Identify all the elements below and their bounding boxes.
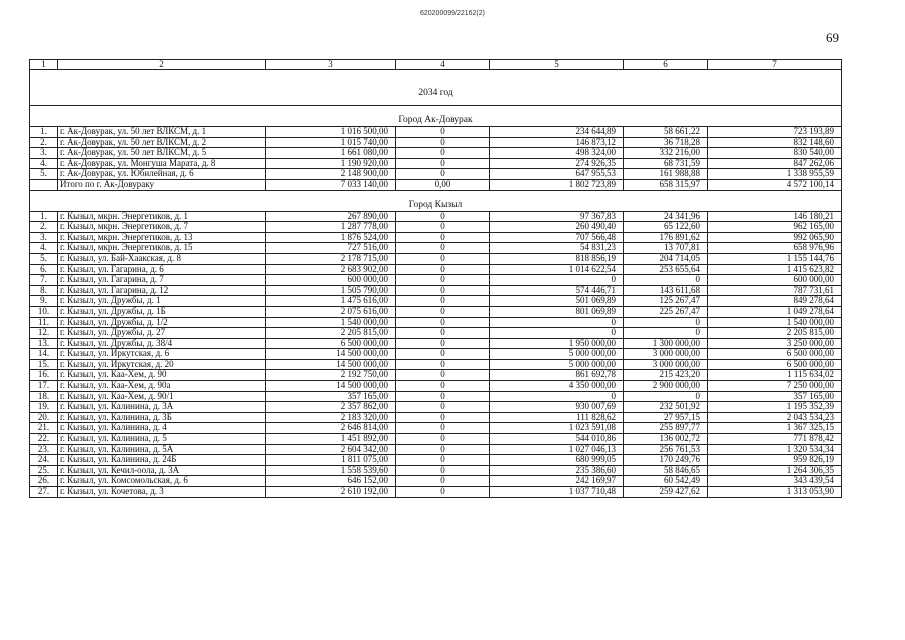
owner-share-cell: 962 165,00: [708, 222, 842, 233]
table-row: [30, 487, 842, 498]
col-header: 3: [266, 60, 396, 70]
fund-share-cell: 0: [396, 370, 490, 381]
fund-share-cell: 0: [396, 349, 490, 360]
row-number-cell: 1.: [30, 211, 58, 222]
owner-share-cell: 7 250 000,00: [708, 381, 842, 392]
budget-share-cell: 274 926,35: [490, 158, 624, 169]
address-cell: г. Кызыл, ул. Калинина, д. 4: [58, 423, 266, 434]
row-number-cell: 11.: [30, 317, 58, 328]
owner-share-cell: 2 043 534,23: [708, 412, 842, 423]
fund-share-cell: 0: [396, 148, 490, 159]
row-number-cell: 27.: [30, 487, 58, 498]
table-row: [30, 476, 842, 487]
total-cost-cell: 2 178 715,00: [266, 253, 396, 264]
owner-share-cell: 6 500 000,00: [708, 349, 842, 360]
row-number-cell: 20.: [30, 412, 58, 423]
local-share-cell: 259 427,62: [624, 487, 708, 498]
table-row: [30, 391, 842, 402]
budget-share-cell: 1 027 046,13: [490, 444, 624, 455]
budget-share-cell: 861 692,78: [490, 370, 624, 381]
row-number-cell: 24.: [30, 455, 58, 466]
total-cost-cell: 1 558 539,60: [266, 465, 396, 476]
row-number-cell: 22.: [30, 434, 58, 445]
total-cost-cell: 1 876 524,00: [266, 232, 396, 243]
local-share-cell: 225 267,47: [624, 306, 708, 317]
address-cell: г. Кызыл, мкрн. Энергетиков, д. 1: [58, 211, 266, 222]
local-share-cell: 65 122,60: [624, 222, 708, 233]
owner-share-cell: 1 367 325,15: [708, 423, 842, 434]
year-row: [30, 70, 842, 106]
local-share-cell: 0: [624, 317, 708, 328]
total-cost-cell: 1 505 790,00: [266, 285, 396, 296]
owner-share-cell: 1 264 306,35: [708, 465, 842, 476]
budget-share-cell: 647 955,53: [490, 169, 624, 180]
col-header: 5: [490, 60, 624, 70]
fund-share-cell: 0: [396, 455, 490, 466]
row-number-cell: 13.: [30, 338, 58, 349]
total-cost-cell: 1 016 500,00: [266, 127, 396, 138]
owner-share-cell: 723 193,89: [708, 127, 842, 138]
row-number-cell: 23.: [30, 444, 58, 455]
col-header: 1: [30, 60, 58, 70]
table-row: [30, 211, 842, 222]
city-row: [30, 190, 842, 211]
budget-share-cell: 498 324,00: [490, 148, 624, 159]
total-cost-cell: 1 540 000,00: [266, 317, 396, 328]
total-cost-cell: 600 000,00: [266, 275, 396, 286]
budget-share-cell: 5 000 000,00: [490, 359, 624, 370]
fund-share-cell: 0: [396, 338, 490, 349]
row-number-cell: 5.: [30, 253, 58, 264]
address-cell: г. Ак-Довурак, ул. Юбилейная, д. 6: [58, 169, 266, 180]
row-number-cell: 3.: [30, 148, 58, 159]
table-row: [30, 306, 842, 317]
local-share-cell: 170 249,76: [624, 455, 708, 466]
table-row: [30, 444, 842, 455]
address-cell: г. Кызыл, ул. Гагарина, д. 12: [58, 285, 266, 296]
row-number-cell: 6.: [30, 264, 58, 275]
local-share-cell: 1 300 000,00: [624, 338, 708, 349]
table-row: [30, 423, 842, 434]
table-row: [30, 381, 842, 392]
local-share-cell: 0: [624, 391, 708, 402]
table-row: [30, 243, 842, 254]
address-cell: г. Кызыл, ул. Калинина, д. 5А: [58, 444, 266, 455]
fund-share-cell: 0: [396, 306, 490, 317]
row-number-cell: 7.: [30, 275, 58, 286]
budget-share-cell: 0: [490, 275, 624, 286]
row-number-cell: 15.: [30, 359, 58, 370]
local-share-cell: 332 216,00: [624, 148, 708, 159]
local-share-cell: 27 957,15: [624, 412, 708, 423]
owner-share-cell: 1 313 053,90: [708, 487, 842, 498]
local-share-cell: 24 341,96: [624, 211, 708, 222]
total-cost-cell: 727 516,00: [266, 243, 396, 254]
row-number-cell: 4.: [30, 158, 58, 169]
total-row: [30, 179, 842, 190]
local-share-cell: 161 988,88: [624, 169, 708, 180]
address-cell: г. Кызыл, ул. Каа-Хем, д. 90/1: [58, 391, 266, 402]
city-row: [30, 106, 842, 127]
local-share-cell: 232 501,92: [624, 402, 708, 413]
local-share-cell: 215 423,20: [624, 370, 708, 381]
total-cell: 1 802 723,89: [490, 179, 624, 190]
total-cost-cell: 2 192 750,00: [266, 370, 396, 381]
budget-share-cell: 544 010,86: [490, 434, 624, 445]
owner-share-cell: 1 540 000,00: [708, 317, 842, 328]
fund-share-cell: 0: [396, 127, 490, 138]
owner-share-cell: 3 250 000,00: [708, 338, 842, 349]
budget-share-cell: 54 831,23: [490, 243, 624, 254]
local-share-cell: 143 611,68: [624, 285, 708, 296]
total-cell: 658 315,97: [624, 179, 708, 190]
row-number-cell: 21.: [30, 423, 58, 434]
budget-share-cell: 818 856,19: [490, 253, 624, 264]
column-number-row: [30, 60, 842, 70]
owner-share-cell: 959 826,19: [708, 455, 842, 466]
owner-share-cell: 847 262,06: [708, 158, 842, 169]
fund-share-cell: 0: [396, 487, 490, 498]
fund-share-cell: 0: [396, 317, 490, 328]
table-row: [30, 402, 842, 413]
budget-share-cell: 1 037 710,48: [490, 487, 624, 498]
owner-share-cell: 830 540,00: [708, 148, 842, 159]
fund-share-cell: 0: [396, 434, 490, 445]
address-cell: г. Кызыл, ул. Комсомольская, д. 6: [58, 476, 266, 487]
local-share-cell: 125 267,47: [624, 296, 708, 307]
address-cell: г. Кызыл, ул. Дружбы, д. 27: [58, 328, 266, 339]
fund-share-cell: 0: [396, 465, 490, 476]
owner-share-cell: 343 439,54: [708, 476, 842, 487]
owner-share-cell: 849 278,64: [708, 296, 842, 307]
local-share-cell: 176 891,62: [624, 232, 708, 243]
row-number-cell: 3.: [30, 232, 58, 243]
table-row: [30, 317, 842, 328]
local-share-cell: 255 897,77: [624, 423, 708, 434]
address-cell: г. Кызыл, ул. Кочетова, д. 3: [58, 487, 266, 498]
total-cost-cell: 2 075 616,00: [266, 306, 396, 317]
owner-share-cell: 787 731,61: [708, 285, 842, 296]
address-cell: г. Кызыл, ул. Гагарина, д. 6: [58, 264, 266, 275]
row-number-cell: 4.: [30, 243, 58, 254]
owner-share-cell: 771 878,42: [708, 434, 842, 445]
table-row: [30, 253, 842, 264]
total-cost-cell: 1 015 740,00: [266, 137, 396, 148]
row-number-cell: 12.: [30, 328, 58, 339]
budget-share-cell: 111 828,62: [490, 412, 624, 423]
local-share-cell: 36 718,28: [624, 137, 708, 148]
local-share-cell: 204 714,05: [624, 253, 708, 264]
address-cell: г. Кызыл, ул. Иркутская, д. 20: [58, 359, 266, 370]
owner-share-cell: 1 115 634,02: [708, 370, 842, 381]
table-row: [30, 370, 842, 381]
local-share-cell: 256 761,53: [624, 444, 708, 455]
fund-share-cell: 0: [396, 476, 490, 487]
total-cost-cell: 1 811 075,00: [266, 455, 396, 466]
owner-share-cell: 1 049 278,64: [708, 306, 842, 317]
table-row: [30, 412, 842, 423]
row-number-cell: 25.: [30, 465, 58, 476]
owner-share-cell: 146 180,21: [708, 211, 842, 222]
data-table: [29, 59, 842, 498]
address-cell: г. Кызыл, ул. Калинина, д. 3А: [58, 402, 266, 413]
city-title: Город Ак-Довурак: [30, 106, 842, 127]
total-cost-cell: 2 183 320,00: [266, 412, 396, 423]
budget-share-cell: 574 446,71: [490, 285, 624, 296]
local-share-cell: 60 542,49: [624, 476, 708, 487]
total-cost-cell: 2 646 814,00: [266, 423, 396, 434]
owner-share-cell: 992 065,90: [708, 232, 842, 243]
address-cell: г. Кызыл, ул. Дружбы, д. 38/4: [58, 338, 266, 349]
fund-share-cell: 0: [396, 328, 490, 339]
fund-share-cell: 0: [396, 243, 490, 254]
table-row: [30, 465, 842, 476]
local-share-cell: 68 731,59: [624, 158, 708, 169]
address-cell: г. Ак-Довурак, ул. 50 лет ВЛКСМ, д. 1: [58, 127, 266, 138]
table-row: [30, 222, 842, 233]
table-row: [30, 455, 842, 466]
address-cell: г. Кызыл, ул. Дружбы, д. 1Б: [58, 306, 266, 317]
fund-share-cell: 0: [396, 158, 490, 169]
total-cost-cell: 2 604 342,00: [266, 444, 396, 455]
address-cell: г. Кызыл, ул. Дружбы, д. 1/2: [58, 317, 266, 328]
budget-share-cell: 0: [490, 391, 624, 402]
total-cost-cell: 1 451 892,00: [266, 434, 396, 445]
col-header: 7: [708, 60, 842, 70]
document-id: 620200099/22162(2): [419, 10, 485, 17]
address-cell: г. Кызыл, ул. Калинина, д. 5: [58, 434, 266, 445]
address-cell: г. Ак-Довурак, ул. 50 лет ВЛКСМ, д. 5: [58, 148, 266, 159]
total-cost-cell: 1 661 080,00: [266, 148, 396, 159]
address-cell: г. Кызыл, ул. Каа-Хем, д. 90а: [58, 381, 266, 392]
budget-share-cell: 97 367,83: [490, 211, 624, 222]
fund-share-cell: 0: [396, 381, 490, 392]
row-number-cell: 26.: [30, 476, 58, 487]
budget-share-cell: 1 023 591,08: [490, 423, 624, 434]
budget-share-cell: 260 490,40: [490, 222, 624, 233]
total-cell: 0,00: [396, 179, 490, 190]
address-cell: г. Кызыл, мкрн. Энергетиков, д. 13: [58, 232, 266, 243]
address-cell: г. Кызыл, ул. Бай-Хаакская, д. 8: [58, 253, 266, 264]
budget-share-cell: 4 350 000,00: [490, 381, 624, 392]
table-row: [30, 328, 842, 339]
total-cell: 4 572 100,14: [708, 179, 842, 190]
table-row: [30, 137, 842, 148]
owner-share-cell: 1 195 352,39: [708, 402, 842, 413]
fund-share-cell: 0: [396, 211, 490, 222]
table-row: [30, 338, 842, 349]
table-row: [30, 264, 842, 275]
fund-share-cell: 0: [396, 296, 490, 307]
address-cell: г. Кызыл, мкрн. Энергетиков, д. 7: [58, 222, 266, 233]
budget-share-cell: 680 999,05: [490, 455, 624, 466]
total-cost-cell: 646 152,00: [266, 476, 396, 487]
owner-share-cell: 600 000,00: [708, 275, 842, 286]
local-share-cell: 3 000 000,00: [624, 349, 708, 360]
total-cost-cell: 2 610 192,00: [266, 487, 396, 498]
fund-share-cell: 0: [396, 169, 490, 180]
fund-share-cell: 0: [396, 412, 490, 423]
local-share-cell: 58 661,22: [624, 127, 708, 138]
fund-share-cell: 0: [396, 222, 490, 233]
total-cost-cell: 2 148 900,00: [266, 169, 396, 180]
table-row: [30, 359, 842, 370]
total-cost-cell: 2 205 815,00: [266, 328, 396, 339]
table-row: [30, 158, 842, 169]
table-row: [30, 285, 842, 296]
total-cost-cell: 1 475 616,00: [266, 296, 396, 307]
total-cost-cell: 1 190 920,00: [266, 158, 396, 169]
fund-share-cell: 0: [396, 275, 490, 286]
col-header: 4: [396, 60, 490, 70]
total-cost-cell: 14 500 000,00: [266, 359, 396, 370]
budget-share-cell: 0: [490, 328, 624, 339]
local-share-cell: 3 000 000,00: [624, 359, 708, 370]
row-number-cell: 14.: [30, 349, 58, 360]
row-number-cell: 16.: [30, 370, 58, 381]
total-cost-cell: 2 357 862,00: [266, 402, 396, 413]
fund-share-cell: 0: [396, 137, 490, 148]
table-body: [30, 60, 842, 498]
owner-share-cell: 658 976,96: [708, 243, 842, 254]
local-share-cell: 2 900 000,00: [624, 381, 708, 392]
budget-share-cell: 501 069,89: [490, 296, 624, 307]
owner-share-cell: 1 415 623,82: [708, 264, 842, 275]
owner-share-cell: 1 320 534,34: [708, 444, 842, 455]
fund-share-cell: 0: [396, 359, 490, 370]
empty-cell: [30, 179, 58, 190]
col-header: 2: [58, 60, 266, 70]
budget-share-cell: 1 014 622,54: [490, 264, 624, 275]
row-number-cell: 17.: [30, 381, 58, 392]
address-cell: г. Кызыл, ул. Иркутская, д. 6: [58, 349, 266, 360]
total-cell: 7 033 140,00: [266, 179, 396, 190]
budget-share-cell: 930 007,69: [490, 402, 624, 413]
total-cost-cell: 14 500 000,00: [266, 381, 396, 392]
row-number-cell: 8.: [30, 285, 58, 296]
budget-share-cell: 242 169,97: [490, 476, 624, 487]
local-share-cell: 58 846,65: [624, 465, 708, 476]
table-row: [30, 148, 842, 159]
page-number: 69: [826, 30, 839, 45]
table-row: [30, 349, 842, 360]
total-cost-cell: 14 500 000,00: [266, 349, 396, 360]
table-row: [30, 232, 842, 243]
local-share-cell: 136 002,72: [624, 434, 708, 445]
fund-share-cell: 0: [396, 423, 490, 434]
budget-share-cell: 5 000 000,00: [490, 349, 624, 360]
total-cost-cell: 6 500 000,00: [266, 338, 396, 349]
total-cost-cell: 1 287 778,00: [266, 222, 396, 233]
fund-share-cell: 0: [396, 444, 490, 455]
local-share-cell: 13 707,81: [624, 243, 708, 254]
table-row: [30, 275, 842, 286]
row-number-cell: 5.: [30, 169, 58, 180]
table-row: [30, 296, 842, 307]
fund-share-cell: 0: [396, 391, 490, 402]
budget-share-cell: 707 566,48: [490, 232, 624, 243]
total-cost-cell: 267 890,00: [266, 211, 396, 222]
row-number-cell: 1.: [30, 127, 58, 138]
address-cell: г. Ак-Довурак, ул. 50 лет ВЛКСМ, д. 2: [58, 137, 266, 148]
total-cell: Итого по г. Ак-Довураку: [58, 179, 266, 190]
row-number-cell: 10.: [30, 306, 58, 317]
address-cell: г. Кызыл, ул. Гагарина, д. 7: [58, 275, 266, 286]
row-number-cell: 19.: [30, 402, 58, 413]
owner-share-cell: 6 500 000,00: [708, 359, 842, 370]
owner-share-cell: 1 338 955,59: [708, 169, 842, 180]
budget-share-cell: 1 950 000,00: [490, 338, 624, 349]
total-cost-cell: 2 683 902,00: [266, 264, 396, 275]
address-cell: г. Кызыл, ул. Калинина, д. 24Б: [58, 455, 266, 466]
fund-share-cell: 0: [396, 285, 490, 296]
table-row: [30, 127, 842, 138]
local-share-cell: 253 655,64: [624, 264, 708, 275]
budget-share-cell: 801 069,89: [490, 306, 624, 317]
row-number-cell: 2.: [30, 222, 58, 233]
budget-share-cell: 0: [490, 317, 624, 328]
city-title: Город Кызыл: [30, 190, 842, 211]
row-number-cell: 18.: [30, 391, 58, 402]
local-share-cell: 0: [624, 275, 708, 286]
total-cost-cell: 357 165,00: [266, 391, 396, 402]
local-share-cell: 0: [624, 328, 708, 339]
fund-share-cell: 0: [396, 232, 490, 243]
row-number-cell: 9.: [30, 296, 58, 307]
row-number-cell: 2.: [30, 137, 58, 148]
address-cell: г. Ак-Довурак, ул. Монгуша Марата, д. 8: [58, 158, 266, 169]
fund-share-cell: 0: [396, 402, 490, 413]
owner-share-cell: 832 148,60: [708, 137, 842, 148]
col-header: 6: [624, 60, 708, 70]
budget-share-cell: 235 386,60: [490, 465, 624, 476]
address-cell: г. Кызыл, ул. Калинина, д. 3Б: [58, 412, 266, 423]
year-title: 2034 год: [30, 70, 842, 106]
owner-share-cell: 357 165,00: [708, 391, 842, 402]
table-row: [30, 169, 842, 180]
address-cell: г. Кызыл, мкрн. Энергетиков, д. 15: [58, 243, 266, 254]
address-cell: г. Кызыл, ул. Каа-Хем, д. 90: [58, 370, 266, 381]
budget-share-cell: 234 644,89: [490, 127, 624, 138]
table-row: [30, 434, 842, 445]
owner-share-cell: 2 205 815,00: [708, 328, 842, 339]
address-cell: г. Кызыл, ул. Кечил-оола, д. 3А: [58, 465, 266, 476]
fund-share-cell: 0: [396, 253, 490, 264]
fund-share-cell: 0: [396, 264, 490, 275]
address-cell: г. Кызыл, ул. Дружбы, д. 1: [58, 296, 266, 307]
budget-share-cell: 146 873,12: [490, 137, 624, 148]
owner-share-cell: 1 155 144,76: [708, 253, 842, 264]
